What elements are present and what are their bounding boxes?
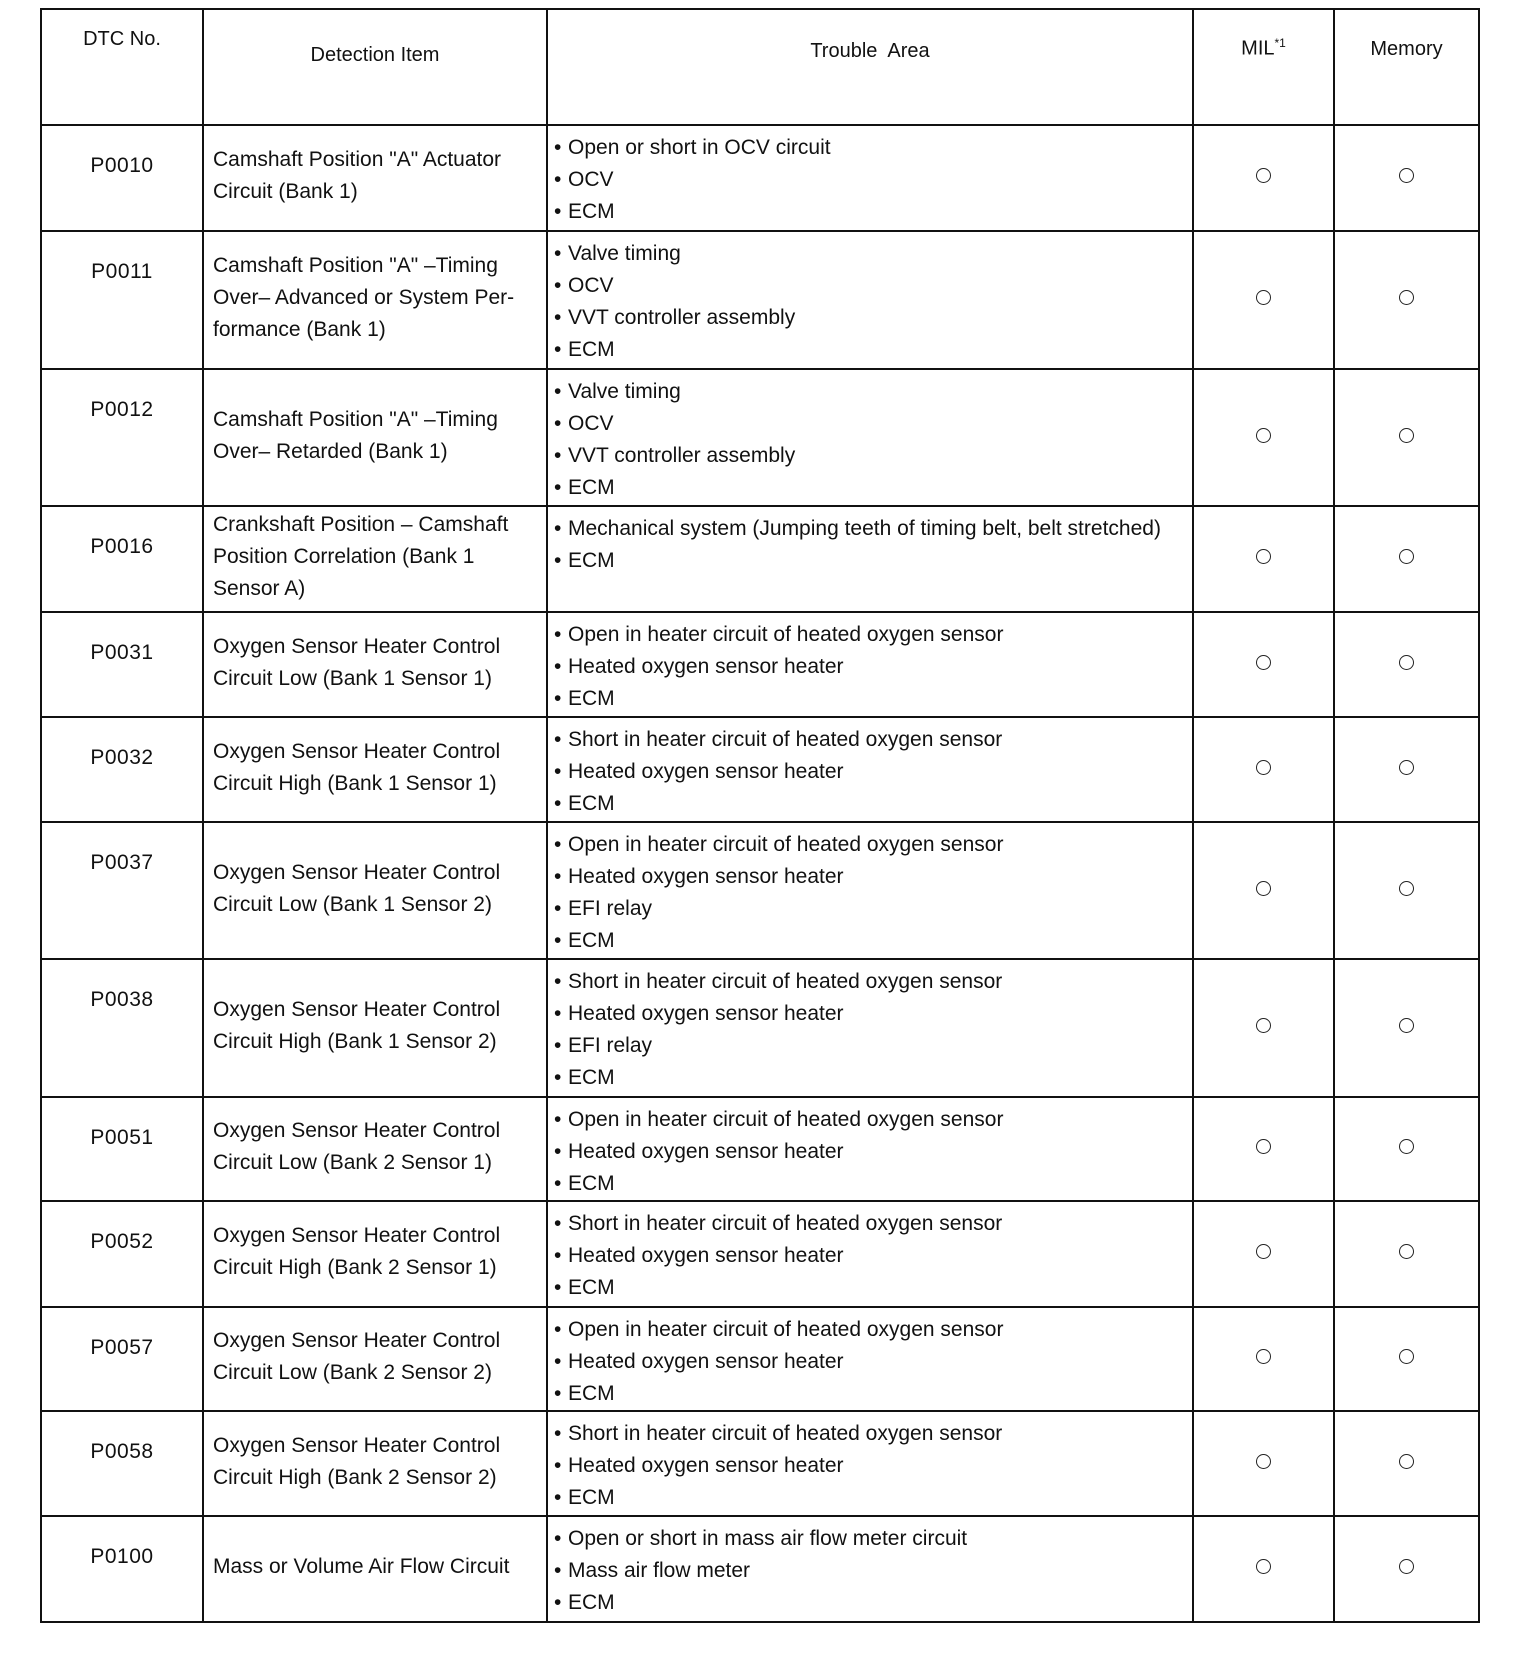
trouble-area-item: • ECM [554, 1272, 1186, 1304]
trouble-area-item: • Heated oxygen sensor heater [554, 861, 1186, 893]
trouble-area-cell [547, 231, 1193, 369]
detection-item-cell [203, 717, 547, 822]
trouble-area-item: • Heated oxygen sensor heater [554, 651, 1186, 683]
header-trouble-area: Trouble Area [547, 9, 1193, 125]
memory-circle-icon [1399, 168, 1414, 183]
detection-item-cell [203, 1097, 547, 1201]
mil-circle-icon [1256, 549, 1271, 564]
detection-item-cell [203, 822, 547, 959]
memory-circle-icon [1399, 290, 1414, 305]
detection-item-cell [203, 125, 547, 231]
detection-item-cell [203, 1516, 547, 1622]
mil-cell [1193, 1411, 1334, 1516]
trouble-area-item: • ECM [554, 196, 1186, 228]
detection-item-text: Oxygen Sensor Heater Control Circuit High (Bank 1 Sensor 2) [213, 998, 501, 1053]
trouble-area-item: • ECM [554, 925, 1186, 957]
memory-circle-icon [1399, 655, 1414, 670]
detection-item-cell [203, 231, 547, 369]
trouble-area-list [554, 1208, 1186, 1304]
trouble-area-item: • Short in heater circuit of heated oxygen sensor [554, 966, 1186, 998]
mil-cell [1193, 1307, 1334, 1411]
table-row [41, 717, 1479, 822]
trouble-area-item: • ECM [554, 1587, 1186, 1619]
mil-cell [1193, 1097, 1334, 1201]
memory-circle-icon [1399, 1349, 1414, 1364]
table-row [41, 506, 1479, 612]
trouble-area-item: • Open in heater circuit of heated oxygen sensor [554, 1314, 1186, 1346]
memory-cell [1334, 822, 1479, 959]
trouble-area-list [554, 829, 1186, 957]
trouble-area-item: • Heated oxygen sensor heater [554, 756, 1186, 788]
table-row [41, 1307, 1479, 1411]
mil-circle-icon [1256, 290, 1271, 305]
detection-item-cell [203, 959, 547, 1097]
trouble-area-cell [547, 822, 1193, 959]
trouble-area-item: • Valve timing [554, 376, 1186, 408]
dtc-code: P0011 [41, 231, 203, 369]
dtc-code: P0010 [41, 125, 203, 231]
trouble-area-list [554, 1523, 1186, 1619]
detection-item-cell [203, 1411, 547, 1516]
mil-circle-icon [1256, 1244, 1271, 1259]
trouble-area-item: • EFI relay [554, 893, 1186, 925]
trouble-area-item: • Open in heater circuit of heated oxygen sensor [554, 619, 1186, 651]
trouble-area-item: • ECM [554, 334, 1186, 366]
trouble-area-item: • Open or short in mass air flow meter circuit [554, 1523, 1186, 1555]
memory-circle-icon [1399, 1454, 1414, 1469]
detection-item-text: Camshaft Position "A" –Timing Over– Advanced or System Per-formance (Bank 1) [213, 254, 515, 341]
dtc-code: P0058 [41, 1411, 203, 1516]
table-row [41, 1411, 1479, 1516]
detection-item-text: Oxygen Sensor Heater Control Circuit Low (Bank 2 Sensor 2) [213, 1329, 501, 1384]
memory-circle-icon [1399, 1139, 1414, 1154]
table-row [41, 369, 1479, 506]
trouble-area-item: • Mass air flow meter [554, 1555, 1186, 1587]
trouble-area-cell [547, 125, 1193, 231]
mil-circle-icon [1256, 1349, 1271, 1364]
trouble-area-list [554, 619, 1186, 715]
memory-cell [1334, 1097, 1479, 1201]
header-memory: Memory [1334, 9, 1479, 125]
dtc-code: P0032 [41, 717, 203, 822]
trouble-area-item: • Heated oxygen sensor heater [554, 1240, 1186, 1272]
trouble-area-item: • ECM [554, 1168, 1186, 1200]
memory-cell [1334, 612, 1479, 717]
table-row [41, 1201, 1479, 1307]
memory-circle-icon [1399, 428, 1414, 443]
trouble-area-cell [547, 612, 1193, 717]
mil-circle-icon [1256, 168, 1271, 183]
trouble-area-list [554, 376, 1186, 504]
memory-circle-icon [1399, 549, 1414, 564]
mil-circle-icon [1256, 760, 1271, 775]
trouble-area-list [554, 724, 1186, 820]
detection-item-cell [203, 1307, 547, 1411]
table-row [41, 1516, 1479, 1622]
memory-circle-icon [1399, 760, 1414, 775]
table-row [41, 125, 1479, 231]
detection-item-text: Camshaft Position "A" Actuator Circuit (Bank 1) [213, 148, 502, 203]
dtc-code: P0052 [41, 1201, 203, 1307]
table-row [41, 231, 1479, 369]
memory-circle-icon [1399, 1244, 1414, 1259]
trouble-area-item: • ECM [554, 683, 1186, 715]
trouble-area-cell [547, 1097, 1193, 1201]
trouble-area-item: • Short in heater circuit of heated oxygen sensor [554, 724, 1186, 756]
memory-circle-icon [1399, 1559, 1414, 1574]
trouble-area-item: • ECM [554, 1378, 1186, 1410]
trouble-area-item: • OCV [554, 270, 1186, 302]
trouble-area-cell [547, 1411, 1193, 1516]
detection-item-text: Oxygen Sensor Heater Control Circuit Low (Bank 2 Sensor 1) [213, 1119, 501, 1174]
trouble-area-list [554, 513, 1186, 577]
trouble-area-item: • VVT controller assembly [554, 440, 1186, 472]
memory-cell [1334, 1201, 1479, 1307]
trouble-area-item: • Valve timing [554, 238, 1186, 270]
table-body [41, 125, 1479, 1622]
mil-cell [1193, 959, 1334, 1097]
trouble-area-item: • Heated oxygen sensor heater [554, 1450, 1186, 1482]
mil-cell [1193, 1516, 1334, 1622]
trouble-area-item: • Open in heater circuit of heated oxygen sensor [554, 829, 1186, 861]
trouble-area-list [554, 238, 1186, 366]
trouble-area-item: • Short in heater circuit of heated oxygen sensor [554, 1418, 1186, 1450]
trouble-area-item: • ECM [554, 472, 1186, 504]
memory-cell [1334, 369, 1479, 506]
detection-item-text: Oxygen Sensor Heater Control Circuit High (Bank 1 Sensor 1) [213, 739, 501, 795]
dtc-code: P0100 [41, 1516, 203, 1622]
detection-item-text: Oxygen Sensor Heater Control Circuit Low (Bank 1 Sensor 2) [213, 860, 501, 916]
dtc-code: P0031 [41, 612, 203, 717]
dtc-code: P0012 [41, 369, 203, 506]
trouble-area-list [554, 1418, 1186, 1514]
memory-cell [1334, 1307, 1479, 1411]
trouble-area-item: • Short in heater circuit of heated oxygen sensor [554, 1208, 1186, 1240]
memory-cell [1334, 959, 1479, 1097]
detection-item-text: Mass or Volume Air Flow Circuit [213, 1555, 510, 1578]
table-header [41, 9, 1479, 125]
trouble-area-list [554, 966, 1186, 1094]
mil-cell [1193, 506, 1334, 612]
detection-item-cell [203, 1201, 547, 1307]
mil-footnote-marker: *1 [1274, 36, 1286, 50]
mil-cell [1193, 822, 1334, 959]
mil-cell [1193, 231, 1334, 369]
memory-circle-icon [1399, 881, 1414, 896]
header-dtc-no: DTC No. [41, 9, 203, 125]
detection-item-text: Oxygen Sensor Heater Control Circuit High (Bank 2 Sensor 1) [213, 1224, 501, 1279]
table-row [41, 959, 1479, 1097]
table-row [41, 1097, 1479, 1201]
trouble-area-cell [547, 506, 1193, 612]
header-mil [1193, 9, 1334, 125]
trouble-area-item: • ECM [554, 545, 1186, 577]
detection-item-text: Oxygen Sensor Heater Control Circuit Low (Bank 1 Sensor 1) [213, 634, 501, 690]
trouble-area-item: • VVT controller assembly [554, 302, 1186, 334]
trouble-area-cell [547, 1307, 1193, 1411]
trouble-area-list [554, 132, 1186, 228]
mil-circle-icon [1256, 1454, 1271, 1469]
mil-cell [1193, 717, 1334, 822]
trouble-area-item: • Heated oxygen sensor heater [554, 1136, 1186, 1168]
detection-item-cell [203, 612, 547, 717]
trouble-area-item: • Heated oxygen sensor heater [554, 998, 1186, 1030]
mil-circle-icon [1256, 881, 1271, 896]
trouble-area-item: • ECM [554, 1482, 1186, 1514]
memory-cell [1334, 1516, 1479, 1622]
trouble-area-cell [547, 717, 1193, 822]
memory-circle-icon [1399, 1018, 1414, 1033]
memory-cell [1334, 717, 1479, 822]
memory-cell [1334, 231, 1479, 369]
mil-cell [1193, 1201, 1334, 1307]
mil-circle-icon [1256, 1139, 1271, 1154]
dtc-code: P0057 [41, 1307, 203, 1411]
trouble-area-list [554, 1314, 1186, 1410]
memory-cell [1334, 506, 1479, 612]
mil-circle-icon [1256, 428, 1271, 443]
dtc-code: P0037 [41, 822, 203, 959]
trouble-area-item: • ECM [554, 788, 1186, 820]
trouble-area-cell [547, 1201, 1193, 1307]
trouble-area-item: • OCV [554, 408, 1186, 440]
mil-cell [1193, 369, 1334, 506]
detection-item-cell [203, 506, 547, 612]
trouble-area-list [554, 1104, 1186, 1200]
header-detection-item: Detection Item [203, 9, 547, 125]
dtc-code: P0038 [41, 959, 203, 1097]
trouble-area-item: • Mechanical system (Jumping teeth of timing belt, belt stretched) [554, 513, 1186, 545]
trouble-area-cell [547, 959, 1193, 1097]
detection-item-cell [203, 369, 547, 506]
memory-cell [1334, 1411, 1479, 1516]
mil-circle-icon [1256, 655, 1271, 670]
mil-circle-icon [1256, 1018, 1271, 1033]
trouble-area-item: • ECM [554, 1062, 1186, 1094]
detection-item-text: Crankshaft Position – Camshaft Position Correlation (Bank 1 Sensor A) [213, 513, 509, 600]
table-row [41, 612, 1479, 717]
header-mil-label: MIL [1241, 37, 1275, 60]
detection-item-text: Camshaft Position "A" –Timing Over– Retarded (Bank 1) [213, 407, 498, 463]
table-row [41, 822, 1479, 959]
detection-item-text: Oxygen Sensor Heater Control Circuit High (Bank 2 Sensor 2) [213, 1433, 501, 1489]
trouble-area-item: • Open or short in OCV circuit [554, 132, 1186, 164]
mil-cell [1193, 612, 1334, 717]
mil-cell [1193, 125, 1334, 231]
trouble-area-item: • Heated oxygen sensor heater [554, 1346, 1186, 1378]
dtc-table [40, 8, 1480, 1623]
dtc-code: P0016 [41, 506, 203, 612]
memory-cell [1334, 125, 1479, 231]
trouble-area-item: • EFI relay [554, 1030, 1186, 1062]
trouble-area-item: • Open in heater circuit of heated oxygen sensor [554, 1104, 1186, 1136]
trouble-area-item: • OCV [554, 164, 1186, 196]
mil-circle-icon [1256, 1559, 1271, 1574]
trouble-area-cell [547, 1516, 1193, 1622]
dtc-code: P0051 [41, 1097, 203, 1201]
trouble-area-cell [547, 369, 1193, 506]
